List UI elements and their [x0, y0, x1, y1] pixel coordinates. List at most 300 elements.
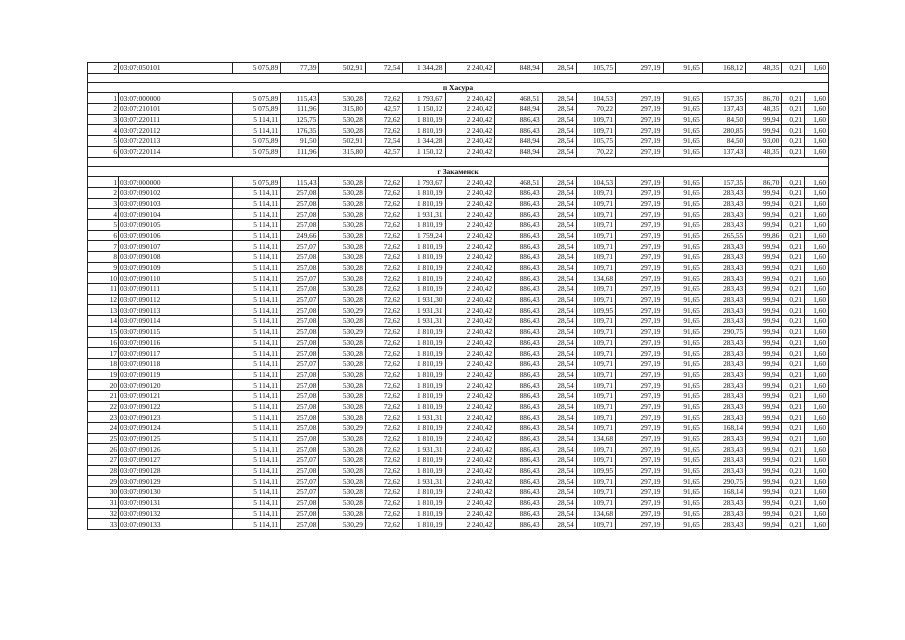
cadastral-code-cell: 03:07:090107 — [119, 241, 233, 252]
value-cell: 1 931,30 — [403, 294, 445, 305]
value-cell: 280,85 — [702, 125, 745, 136]
section-header-row — [88, 82, 829, 93]
value-cell: 0,21 — [782, 284, 805, 295]
value-cell: 1,60 — [805, 136, 829, 147]
row-number-cell: 7 — [88, 241, 119, 252]
value-cell: 91,65 — [663, 219, 702, 230]
value-cell: 91,65 — [663, 104, 702, 115]
value-cell: 28,54 — [542, 455, 576, 466]
value-cell: 257,08 — [281, 219, 319, 230]
value-cell: 530,28 — [319, 93, 366, 104]
value-cell: 91,65 — [663, 476, 702, 487]
value-cell: 28,54 — [542, 508, 576, 519]
value-cell: 1,60 — [805, 476, 829, 487]
row-number-cell: 3 — [88, 114, 119, 125]
row-number-cell: 11 — [88, 284, 119, 295]
value-cell: 0,21 — [782, 358, 805, 369]
value-cell: 297,19 — [616, 465, 664, 476]
value-cell: 168,14 — [702, 423, 745, 434]
value-cell: 5 114,11 — [232, 219, 281, 230]
value-cell: 530,28 — [319, 337, 366, 348]
row-number-cell: 2 — [88, 187, 119, 198]
value-cell: 1,60 — [805, 284, 829, 295]
value-cell: 1 810,19 — [403, 326, 445, 337]
value-cell: 28,54 — [542, 262, 576, 273]
cadastral-code-cell: 03:07:090127 — [119, 455, 233, 466]
value-cell: 28,54 — [542, 230, 576, 241]
value-cell: 1 931,31 — [403, 316, 445, 327]
value-cell: 1,60 — [805, 209, 829, 220]
value-cell: 72,62 — [365, 497, 402, 508]
value-cell: 283,43 — [702, 508, 745, 519]
value-cell: 290,75 — [702, 326, 745, 337]
value-cell: 530,28 — [319, 358, 366, 369]
value-cell: 2 240,42 — [445, 273, 495, 284]
value-cell: 530,28 — [319, 219, 366, 230]
value-cell: 5 114,11 — [232, 390, 281, 401]
table-row — [88, 209, 829, 220]
value-cell: 530,28 — [319, 187, 366, 198]
value-cell: 5 114,11 — [232, 476, 281, 487]
value-cell: 91,65 — [663, 455, 702, 466]
row-number-cell: 9 — [88, 262, 119, 273]
table-row — [88, 433, 829, 444]
value-cell: 157,35 — [702, 93, 745, 104]
value-cell: 283,43 — [702, 219, 745, 230]
value-cell: 2 240,42 — [445, 465, 495, 476]
value-cell: 283,43 — [702, 444, 745, 455]
value-cell: 2 240,42 — [445, 136, 495, 147]
value-cell: 115,43 — [281, 93, 319, 104]
value-cell: 297,19 — [616, 476, 664, 487]
value-cell: 0,21 — [782, 455, 805, 466]
value-cell: 28,54 — [542, 433, 576, 444]
value-cell: 72,62 — [365, 114, 402, 125]
value-cell: 99,94 — [746, 198, 782, 209]
value-cell: 104,53 — [576, 177, 615, 188]
value-cell: 257,08 — [281, 305, 319, 316]
value-cell: 0,21 — [782, 465, 805, 476]
value-cell: 297,19 — [616, 305, 664, 316]
value-cell: 1 150,12 — [403, 146, 445, 157]
value-cell: 297,19 — [616, 508, 664, 519]
value-cell: 91,65 — [663, 390, 702, 401]
value-cell: 886,43 — [495, 114, 543, 125]
table-row — [88, 230, 829, 241]
value-cell: 1 931,31 — [403, 444, 445, 455]
value-cell: 0,21 — [782, 326, 805, 337]
row-number-cell: 1 — [88, 177, 119, 188]
value-cell: 99,94 — [746, 316, 782, 327]
value-cell: 2 240,42 — [445, 63, 495, 74]
value-cell: 0,21 — [782, 177, 805, 188]
table-row — [88, 104, 829, 115]
cadastral-code-cell: 03:07:090126 — [119, 444, 233, 455]
value-cell: 2 240,42 — [445, 241, 495, 252]
value-cell: 257,08 — [281, 412, 319, 423]
value-cell: 257,08 — [281, 262, 319, 273]
value-cell: 530,28 — [319, 412, 366, 423]
table-row — [88, 412, 829, 423]
value-cell: 99,94 — [746, 455, 782, 466]
value-cell: 530,29 — [319, 423, 366, 434]
value-cell: 315,80 — [319, 104, 366, 115]
value-cell: 0,21 — [782, 230, 805, 241]
value-cell: 1,60 — [805, 230, 829, 241]
row-number-cell: 23 — [88, 412, 119, 423]
value-cell: 28,54 — [542, 412, 576, 423]
value-cell: 283,43 — [702, 252, 745, 263]
value-cell: 0,21 — [782, 93, 805, 104]
value-cell: 2 240,42 — [445, 487, 495, 498]
value-cell: 28,54 — [542, 444, 576, 455]
table-row — [88, 508, 829, 519]
value-cell: 530,28 — [319, 444, 366, 455]
value-cell: 886,43 — [495, 252, 543, 263]
cadastral-code-cell: 03:07:090113 — [119, 305, 233, 316]
spacer-row — [88, 73, 829, 82]
value-cell: 1 810,19 — [403, 369, 445, 380]
value-cell: 886,43 — [495, 380, 543, 391]
value-cell: 0,21 — [782, 63, 805, 74]
value-cell: 99,94 — [746, 294, 782, 305]
value-cell: 257,08 — [281, 369, 319, 380]
cadastral-code-cell: 03:07:090119 — [119, 369, 233, 380]
value-cell: 297,19 — [616, 273, 664, 284]
value-cell: 72,62 — [365, 305, 402, 316]
value-cell: 315,80 — [319, 146, 366, 157]
value-cell: 0,21 — [782, 433, 805, 444]
spreadsheet-page — [87, 62, 829, 530]
row-number-cell: 18 — [88, 358, 119, 369]
value-cell: 5 114,11 — [232, 455, 281, 466]
table-row — [88, 390, 829, 401]
value-cell: 886,43 — [495, 444, 543, 455]
value-cell: 28,54 — [542, 465, 576, 476]
value-cell: 28,54 — [542, 284, 576, 295]
value-cell: 99,94 — [746, 465, 782, 476]
value-cell: 28,54 — [542, 380, 576, 391]
value-cell: 137,43 — [702, 146, 745, 157]
row-number-cell: 12 — [88, 294, 119, 305]
value-cell: 886,43 — [495, 358, 543, 369]
value-cell: 72,62 — [365, 369, 402, 380]
value-cell: 2 240,42 — [445, 294, 495, 305]
value-cell: 1,60 — [805, 380, 829, 391]
value-cell: 99,94 — [746, 337, 782, 348]
value-cell: 848,94 — [495, 146, 543, 157]
value-cell: 1 810,19 — [403, 284, 445, 295]
value-cell: 283,43 — [702, 465, 745, 476]
cadastral-code-cell: 03:07:090122 — [119, 401, 233, 412]
value-cell: 848,94 — [495, 104, 543, 115]
table-row — [88, 326, 829, 337]
value-cell: 530,28 — [319, 380, 366, 391]
row-number-cell: 33 — [88, 519, 119, 530]
value-cell: 28,54 — [542, 326, 576, 337]
value-cell: 530,28 — [319, 252, 366, 263]
value-cell: 283,43 — [702, 187, 745, 198]
value-cell: 1 931,31 — [403, 209, 445, 220]
value-cell: 2 240,42 — [445, 337, 495, 348]
value-cell: 5 114,11 — [232, 241, 281, 252]
value-cell: 283,43 — [702, 401, 745, 412]
value-cell: 886,43 — [495, 369, 543, 380]
row-number-cell: 5 — [88, 136, 119, 147]
row-number-cell: 4 — [88, 209, 119, 220]
value-cell: 2 240,42 — [445, 125, 495, 136]
cadastral-code-cell: 03:07:090120 — [119, 380, 233, 391]
value-cell: 99,94 — [746, 497, 782, 508]
value-cell: 2 240,42 — [445, 401, 495, 412]
value-cell: 1 759,24 — [403, 230, 445, 241]
value-cell: 109,71 — [576, 241, 615, 252]
value-cell: 1 810,19 — [403, 348, 445, 359]
value-cell: 5 114,11 — [232, 369, 281, 380]
value-cell: 297,19 — [616, 146, 664, 157]
value-cell: 257,08 — [281, 423, 319, 434]
value-cell: 530,28 — [319, 294, 366, 305]
row-number-cell: 30 — [88, 487, 119, 498]
value-cell: 0,21 — [782, 508, 805, 519]
value-cell: 297,19 — [616, 198, 664, 209]
value-cell: 28,54 — [542, 294, 576, 305]
value-cell: 0,21 — [782, 519, 805, 530]
value-cell: 5 114,11 — [232, 380, 281, 391]
value-cell: 0,21 — [782, 273, 805, 284]
value-cell: 5 114,11 — [232, 114, 281, 125]
value-cell: 886,43 — [495, 284, 543, 295]
value-cell: 2 240,42 — [445, 423, 495, 434]
value-cell: 1,60 — [805, 497, 829, 508]
value-cell: 530,28 — [319, 390, 366, 401]
value-cell: 93,00 — [746, 136, 782, 147]
value-cell: 283,43 — [702, 337, 745, 348]
value-cell: 1 793,67 — [403, 93, 445, 104]
value-cell: 1 793,67 — [403, 177, 445, 188]
value-cell: 91,65 — [663, 412, 702, 423]
table-row — [88, 444, 829, 455]
value-cell: 257,08 — [281, 497, 319, 508]
value-cell: 99,94 — [746, 209, 782, 220]
value-cell: 297,19 — [616, 294, 664, 305]
value-cell: 886,43 — [495, 401, 543, 412]
value-cell: 257,08 — [281, 433, 319, 444]
value-cell: 99,94 — [746, 487, 782, 498]
table-row — [88, 273, 829, 284]
row-number-cell: 29 — [88, 476, 119, 487]
value-cell: 530,28 — [319, 209, 366, 220]
value-cell: 1 810,19 — [403, 519, 445, 530]
value-cell: 283,43 — [702, 455, 745, 466]
value-cell: 1,60 — [805, 187, 829, 198]
value-cell: 297,19 — [616, 337, 664, 348]
value-cell: 1,60 — [805, 348, 829, 359]
value-cell: 530,28 — [319, 177, 366, 188]
value-cell: 530,28 — [319, 465, 366, 476]
row-number-cell: 15 — [88, 326, 119, 337]
section-header-row — [88, 166, 829, 177]
value-cell: 5 114,11 — [232, 187, 281, 198]
value-cell: 72,62 — [365, 316, 402, 327]
value-cell: 70,22 — [576, 104, 615, 115]
value-cell: 0,21 — [782, 444, 805, 455]
table-row — [88, 305, 829, 316]
value-cell: 5 075,89 — [232, 136, 281, 147]
value-cell: 5 114,11 — [232, 198, 281, 209]
value-cell: 530,28 — [319, 241, 366, 252]
value-cell: 91,65 — [663, 187, 702, 198]
value-cell: 1 810,19 — [403, 455, 445, 466]
value-cell: 28,54 — [542, 93, 576, 104]
value-cell: 1 810,19 — [403, 125, 445, 136]
value-cell: 72,62 — [365, 230, 402, 241]
row-number-cell: 1 — [88, 93, 119, 104]
value-cell: 72,62 — [365, 284, 402, 295]
value-cell: 72,62 — [365, 412, 402, 423]
value-cell: 91,65 — [663, 114, 702, 125]
value-cell: 297,19 — [616, 104, 664, 115]
value-cell: 297,19 — [616, 326, 664, 337]
value-cell: 297,19 — [616, 63, 664, 74]
cadastral-code-cell: 03:07:090124 — [119, 423, 233, 434]
value-cell: 72,62 — [365, 423, 402, 434]
value-cell: 257,08 — [281, 198, 319, 209]
value-cell: 257,07 — [281, 487, 319, 498]
table-row — [88, 369, 829, 380]
value-cell: 283,43 — [702, 412, 745, 423]
value-cell: 5 114,11 — [232, 305, 281, 316]
value-cell: 886,43 — [495, 465, 543, 476]
row-number-cell: 25 — [88, 433, 119, 444]
value-cell: 257,08 — [281, 508, 319, 519]
value-cell: 530,28 — [319, 487, 366, 498]
table-row — [88, 198, 829, 209]
value-cell: 91,65 — [663, 401, 702, 412]
value-cell: 72,62 — [365, 241, 402, 252]
value-cell: 5 114,11 — [232, 262, 281, 273]
value-cell: 91,65 — [663, 487, 702, 498]
value-cell: 257,08 — [281, 519, 319, 530]
table-row — [88, 423, 829, 434]
value-cell: 2 240,42 — [445, 187, 495, 198]
value-cell: 91,65 — [663, 93, 702, 104]
value-cell: 468,51 — [495, 93, 543, 104]
value-cell: 257,08 — [281, 401, 319, 412]
cadastral-code-cell: 03:07:090125 — [119, 433, 233, 444]
value-cell: 28,54 — [542, 348, 576, 359]
value-cell: 886,43 — [495, 508, 543, 519]
value-cell: 530,28 — [319, 433, 366, 444]
value-cell: 134,68 — [576, 433, 615, 444]
value-cell: 91,65 — [663, 177, 702, 188]
value-cell: 848,94 — [495, 136, 543, 147]
value-cell: 1,60 — [805, 198, 829, 209]
value-cell: 72,62 — [365, 444, 402, 455]
value-cell: 297,19 — [616, 316, 664, 327]
cadastral-code-cell: 03:07:000000 — [119, 93, 233, 104]
value-cell: 111,96 — [281, 104, 319, 115]
value-cell: 99,94 — [746, 252, 782, 263]
value-cell: 2 240,42 — [445, 305, 495, 316]
value-cell: 91,65 — [663, 241, 702, 252]
value-cell: 28,54 — [542, 63, 576, 74]
value-cell: 109,71 — [576, 444, 615, 455]
value-cell: 72,62 — [365, 487, 402, 498]
value-cell: 283,43 — [702, 348, 745, 359]
value-cell: 109,71 — [576, 412, 615, 423]
value-cell: 91,65 — [663, 465, 702, 476]
value-cell: 257,08 — [281, 316, 319, 327]
value-cell: 91,65 — [663, 252, 702, 263]
value-cell: 5 114,11 — [232, 326, 281, 337]
cadastral-code-cell: 03:07:090109 — [119, 262, 233, 273]
cadastral-code-cell: 03:07:220111 — [119, 114, 233, 125]
value-cell: 0,21 — [782, 337, 805, 348]
value-cell: 2 240,42 — [445, 508, 495, 519]
value-cell: 5 114,11 — [232, 284, 281, 295]
value-cell: 28,54 — [542, 497, 576, 508]
value-cell: 1 810,19 — [403, 390, 445, 401]
value-cell: 109,71 — [576, 476, 615, 487]
value-cell: 115,43 — [281, 177, 319, 188]
value-cell: 125,75 — [281, 114, 319, 125]
value-cell: 91,65 — [663, 294, 702, 305]
row-number-cell: 27 — [88, 455, 119, 466]
value-cell: 72,62 — [365, 476, 402, 487]
value-cell: 297,19 — [616, 358, 664, 369]
value-cell: 283,43 — [702, 433, 745, 444]
value-cell: 99,94 — [746, 423, 782, 434]
value-cell: 1,60 — [805, 423, 829, 434]
value-cell: 283,43 — [702, 209, 745, 220]
value-cell: 1 810,19 — [403, 423, 445, 434]
value-cell: 72,62 — [365, 93, 402, 104]
value-cell: 5 114,11 — [232, 358, 281, 369]
value-cell: 1,60 — [805, 262, 829, 273]
value-cell: 297,19 — [616, 262, 664, 273]
row-number-cell: 4 — [88, 125, 119, 136]
value-cell: 5 114,11 — [232, 316, 281, 327]
cadastral-code-cell: 03:07:090132 — [119, 508, 233, 519]
value-cell: 0,21 — [782, 369, 805, 380]
value-cell: 99,86 — [746, 230, 782, 241]
value-cell: 1 344,28 — [403, 63, 445, 74]
value-cell: 99,94 — [746, 262, 782, 273]
value-cell: 1,60 — [805, 487, 829, 498]
cadastral-code-cell: 03:07:090131 — [119, 497, 233, 508]
value-cell: 886,43 — [495, 476, 543, 487]
row-number-cell: 6 — [88, 146, 119, 157]
value-cell: 109,71 — [576, 294, 615, 305]
value-cell: 168,12 — [702, 63, 745, 74]
value-cell: 2 240,42 — [445, 93, 495, 104]
row-number-cell: 2 — [88, 63, 119, 74]
value-cell: 1,60 — [805, 125, 829, 136]
value-cell: 886,43 — [495, 241, 543, 252]
value-cell: 72,62 — [365, 433, 402, 444]
value-cell: 297,19 — [616, 401, 664, 412]
value-cell: 2 240,42 — [445, 252, 495, 263]
value-cell: 530,28 — [319, 455, 366, 466]
value-cell: 2 240,42 — [445, 262, 495, 273]
value-cell: 72,62 — [365, 262, 402, 273]
value-cell: 468,51 — [495, 177, 543, 188]
value-cell: 157,35 — [702, 177, 745, 188]
value-cell: 28,54 — [542, 519, 576, 530]
value-cell: 1,60 — [805, 337, 829, 348]
value-cell: 283,43 — [702, 358, 745, 369]
